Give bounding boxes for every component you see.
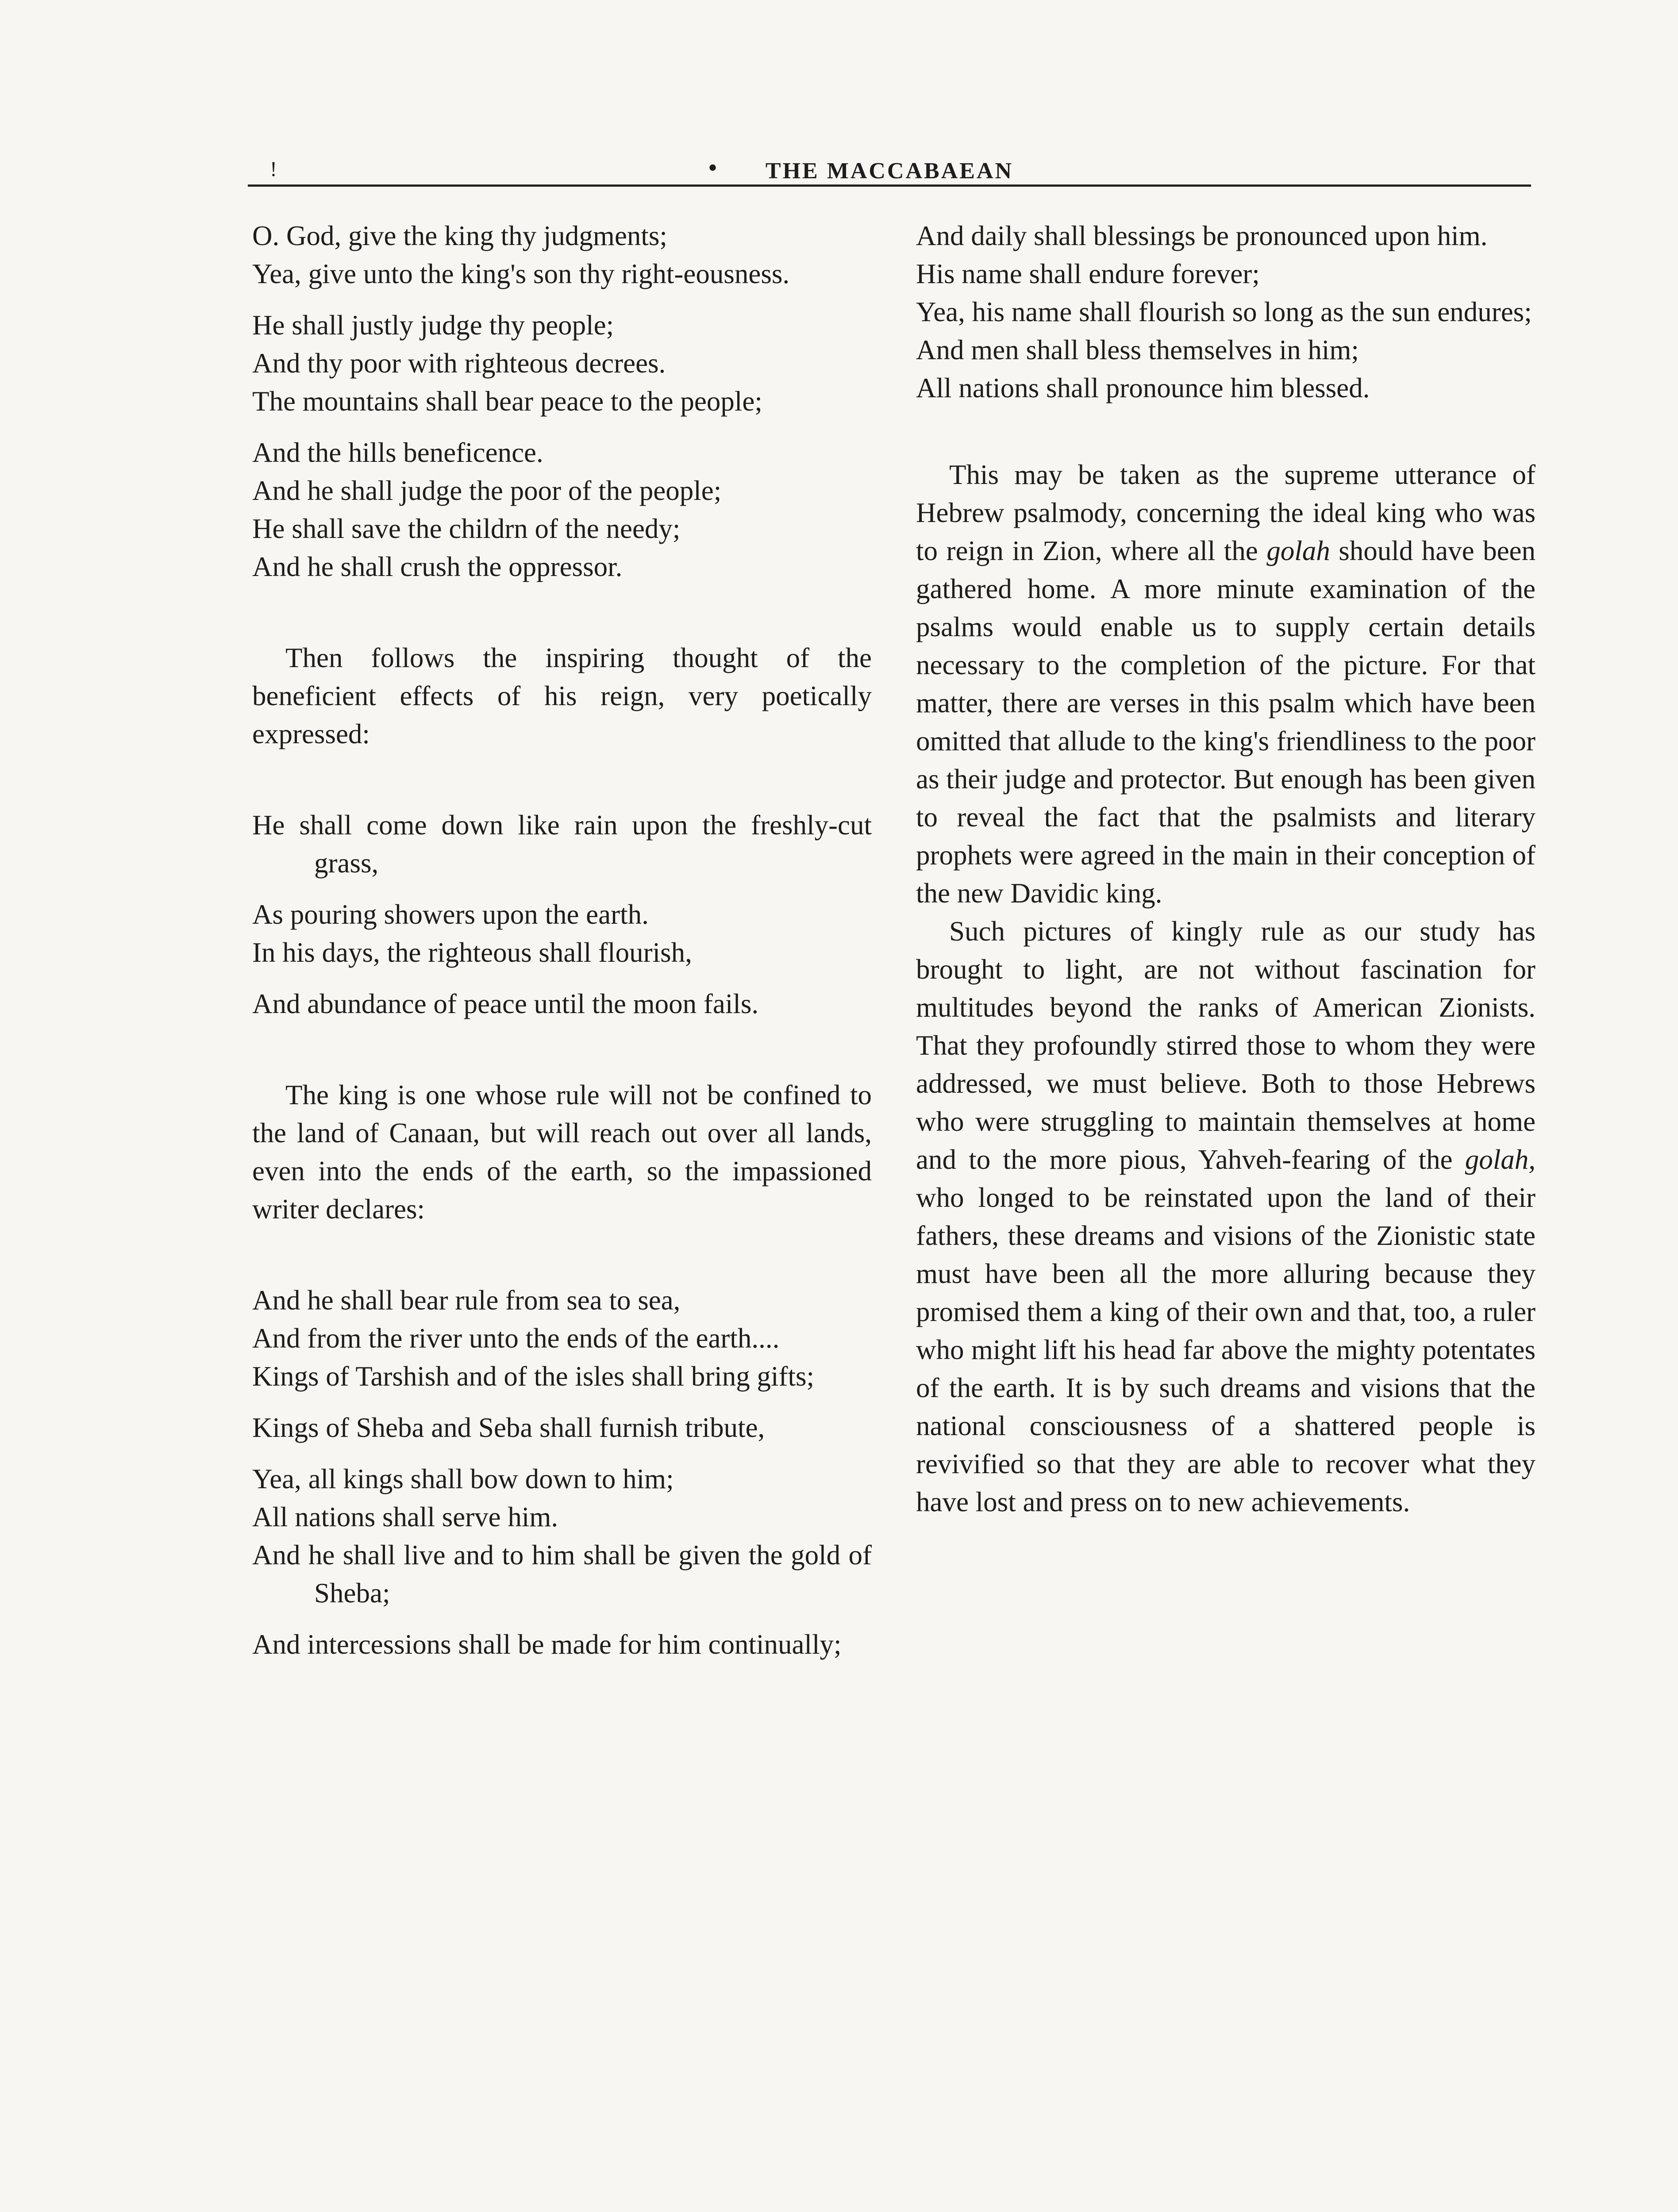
psalm-verse-3 — [252, 1281, 872, 1663]
running-header — [248, 153, 1531, 188]
right-column — [916, 217, 1536, 1521]
verse-line: Yea, all kings shall bow down to him; — [252, 1463, 674, 1494]
verse-line: And abundance of peace until the moon fails. — [252, 988, 759, 1019]
header-rule — [248, 184, 1531, 187]
verse-line: He shall come down like rain upon the freshly-cut grass, — [252, 810, 872, 879]
verse-line: And he shall live and to him shall be given the gold of Sheba; — [252, 1540, 872, 1609]
psalm-verse-4 — [916, 217, 1536, 407]
verse-line: Kings of Tarshish and of the isles shall bring gifts; — [252, 1361, 815, 1392]
journal-title: THE MACCABAEAN — [765, 158, 1014, 184]
verse-line: He shall save the childrn of the needy; — [252, 513, 681, 544]
prose-paragraph: Then follows the inspiring thought of the beneficient effects of his reign, very poetically expressed: — [252, 642, 872, 749]
golah-term: golah — [1266, 535, 1330, 566]
verse-line: As pouring showers upon the earth. — [252, 899, 649, 930]
verse-line: He shall justly judge thy people; — [252, 310, 614, 341]
prose-paragraph: Such pictures of kingly rule as our study has brought to light, are not without fascination for multitudes beyond the ranks of American Zionists. That they profoundly stirred those to whom they were addressed, we must believe. Both to those Hebrews who were struggling to maintain themselves at home and to the more pious, Yahveh-fearing of the golah, who longed to be reinstated upon the land of their fathers, these dreams and visions of the Zionistic state must have been all the more alluring because they promised them a king of their own and that, too, a ruler who might lift his head far above the mighty potentates of the earth. It is by such dreams and visions that the national consciousness of a shattered people is revivified so that they are able to recover what they have lost and press on to new achievements. — [916, 916, 1536, 1517]
verse-line: And daily shall blessings be pronounced upon him. — [916, 220, 1488, 251]
verse-line: Yea, his name shall flourish so long as the sun endures; — [916, 296, 1532, 327]
verse-line: And from the river unto the ends of the earth.... — [252, 1323, 780, 1354]
verse-line: His name shall endure forever; — [916, 258, 1260, 289]
prose-paragraph: This may be taken as the supreme utterance of Hebrew psalmody, concerning the ideal king who was to reign in Zion, where all the golah should have been gathered home. A more minute examination of the psalms would enable us to supply certain details necessary to the completion of the picture. For that matter, there are verses in this psalm which have been omitted that allude to the king's friendliness to the poor as their judge and protector. But enough has been given to reveal the fact that the psalmists and literary prophets were agreed in the main in their conception of the new Davidic king. — [916, 459, 1536, 909]
psalm-verse-2 — [252, 806, 872, 1023]
prose-paragraph: The king is one whose rule will not be confined to the land of Canaan, but will reach out over all lands, even into the ends of the earth, so the impassioned writer declares: — [252, 1079, 872, 1225]
verse-line: And he shall bear rule from sea to sea, — [252, 1285, 681, 1316]
verse-line: Kings of Sheba and Seba shall furnish tribute, — [252, 1412, 765, 1443]
psalm-verse-1 — [252, 217, 872, 586]
verse-line: And thy poor with righteous decrees. — [252, 348, 666, 379]
verse-line: The mountains shall bear peace to the people; — [252, 386, 762, 417]
page-number: ! — [270, 157, 277, 181]
verse-line: All nations shall serve him. — [252, 1502, 558, 1532]
golah-term: golah, — [1465, 1144, 1536, 1175]
verse-line: O. God, give the king thy judgments; — [252, 220, 667, 251]
verse-line: In his days, the righteous shall flourish, — [252, 937, 692, 968]
verse-line: And he shall judge the poor of the people; — [252, 475, 722, 506]
header-dot: • — [708, 153, 718, 182]
verse-line: Yea, give unto the king's son thy right-eousness. — [252, 258, 790, 289]
verse-line: And intercessions shall be made for him continually; — [252, 1629, 842, 1660]
left-column — [252, 217, 872, 1663]
verse-line: And men shall bless themselves in him; — [916, 334, 1359, 365]
verse-line: All nations shall pronounce him blessed. — [916, 373, 1370, 403]
verse-line: And the hills beneficence. — [252, 437, 543, 468]
verse-line: And he shall crush the oppressor. — [252, 551, 623, 582]
